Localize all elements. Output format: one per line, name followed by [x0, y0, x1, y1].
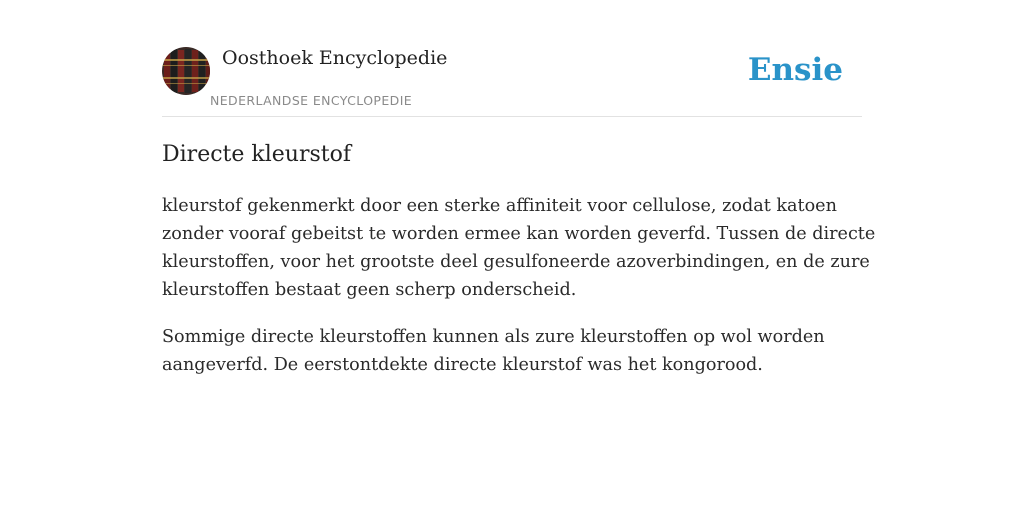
brand-logo[interactable]: Ensie	[747, 52, 843, 88]
paragraph-line: kleurstoffen bestaat geen scherp onderscheid.	[162, 280, 577, 300]
source-subtitle: NEDERLANDSE ENCYCLOPEDIE	[210, 93, 413, 108]
paragraph-line: aangeverfd. De eerstontdekte directe kleurstof was het kongorood.	[162, 355, 763, 375]
article-paragraph	[162, 192, 876, 304]
books-icon[interactable]	[162, 47, 210, 95]
source-name[interactable]: Oosthoek Encyclopedie	[222, 47, 448, 69]
paragraph-line: Sommige directe kleurstoffen kunnen als zure kleurstoffen op wol worden	[162, 327, 825, 347]
source-header	[162, 46, 862, 117]
paragraph-line: kleurstof gekenmerkt door een sterke affiniteit voor cellulose, zodat katoen	[162, 196, 837, 216]
article-paragraph	[162, 323, 862, 379]
article-title: Directe kleurstof	[162, 142, 351, 167]
paragraph-line: kleurstoffen, voor het grootste deel gesulfoneerde azoverbindingen, en de zure	[162, 252, 870, 272]
article-body	[162, 192, 876, 398]
paragraph-line: zonder vooraf gebeitst te worden ermee kan worden geverfd. Tussen de directe	[162, 224, 876, 244]
